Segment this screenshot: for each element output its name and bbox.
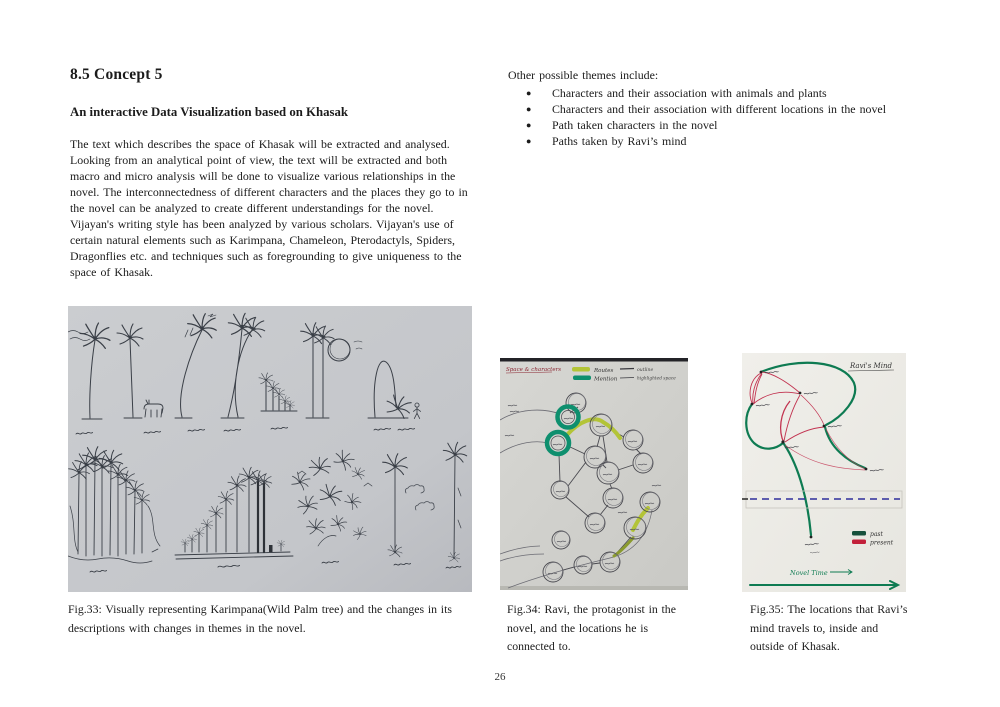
fig34-photo-edge-top [500,358,688,362]
themes-intro: Other possible themes include: [508,68,659,82]
theme-item [508,117,960,133]
legend-label-past: past [870,531,883,538]
fig33-caption: Fig.33: Visually representing Karimpana(Wild Palm tree) and the changes in its descriptions with changes in themes in the novel. [68,602,452,635]
fig35-caption: Fig.35: The locations that Ravi’s mind travels to, inside and outside of Khasak. [750,602,908,653]
fig34-network-sketch [500,358,688,590]
legend-label-routes: Routes [594,368,614,374]
theme-item-label: Path taken characters in the novel [552,118,718,132]
theme-item-label: Characters and their association with animals and plants [552,86,827,100]
bullet-icon: ● [526,88,532,98]
legend-label-mention: Mention [594,376,618,383]
theme-item-label: Characters and their association with different locations in the novel [552,102,887,116]
bullet-icon: ● [526,136,532,146]
themes-block [508,67,960,149]
themes-list [508,85,960,149]
page-number: 26 [494,671,506,683]
legend-swatch-present [852,540,866,545]
theme-item [508,85,960,101]
bullet-icon: ● [526,104,532,114]
fig35-paper [742,353,906,592]
fig35-ravis-mind-sketch [742,353,906,592]
section-subheading: An interactive Data Visualization based on Khasak [70,105,349,119]
legend-swatch-mention [573,376,591,381]
fig34-title: Space & characters [506,367,562,373]
theme-item [508,133,960,149]
fig34-caption: Fig.34: Ravi, the protagonist in the novel, and the locations he is connected to. [507,602,676,653]
section-heading: 8.5 Concept 5 [70,66,163,83]
theme-item-label: Paths taken by Ravi’s mind [552,134,687,148]
legend-swatch-past [852,531,866,536]
bullet-icon: ● [526,120,532,130]
legend-label-present: present [870,539,894,547]
legend-label-highlighted: highlighted space [637,376,676,382]
fig34-photo-edge-bottom [500,586,688,590]
fig34-paper [500,358,688,590]
fig35-axis-label: Novel Time [790,569,828,577]
fig35-title: Ravi's Mind [850,362,892,370]
section-body: The text which describes the space of Khasak will be extracted and analysed. Looking from an analytical point of view, the text will be extracted and both macro and micro analysis will be done to visualize various relationships in the novel. The interconnectedness of different characters and the places they go to in the novel can be analyzed to create different understandings for the novel. Vijayan's writing style has been analyzed by various scholars. Vijayan's use of certain natural elements such as Karimpana, Chameleon, Pterodactyls, Spiders, Dragonflies etc. and techniques such as foregrounding to give uniqueness to the space of Khasak. [70,137,468,279]
legend-swatch-routes [572,367,590,372]
fig33-palm-tree-sketch [68,306,472,592]
legend-label-outline: outline [637,368,654,373]
theme-item [508,101,960,117]
